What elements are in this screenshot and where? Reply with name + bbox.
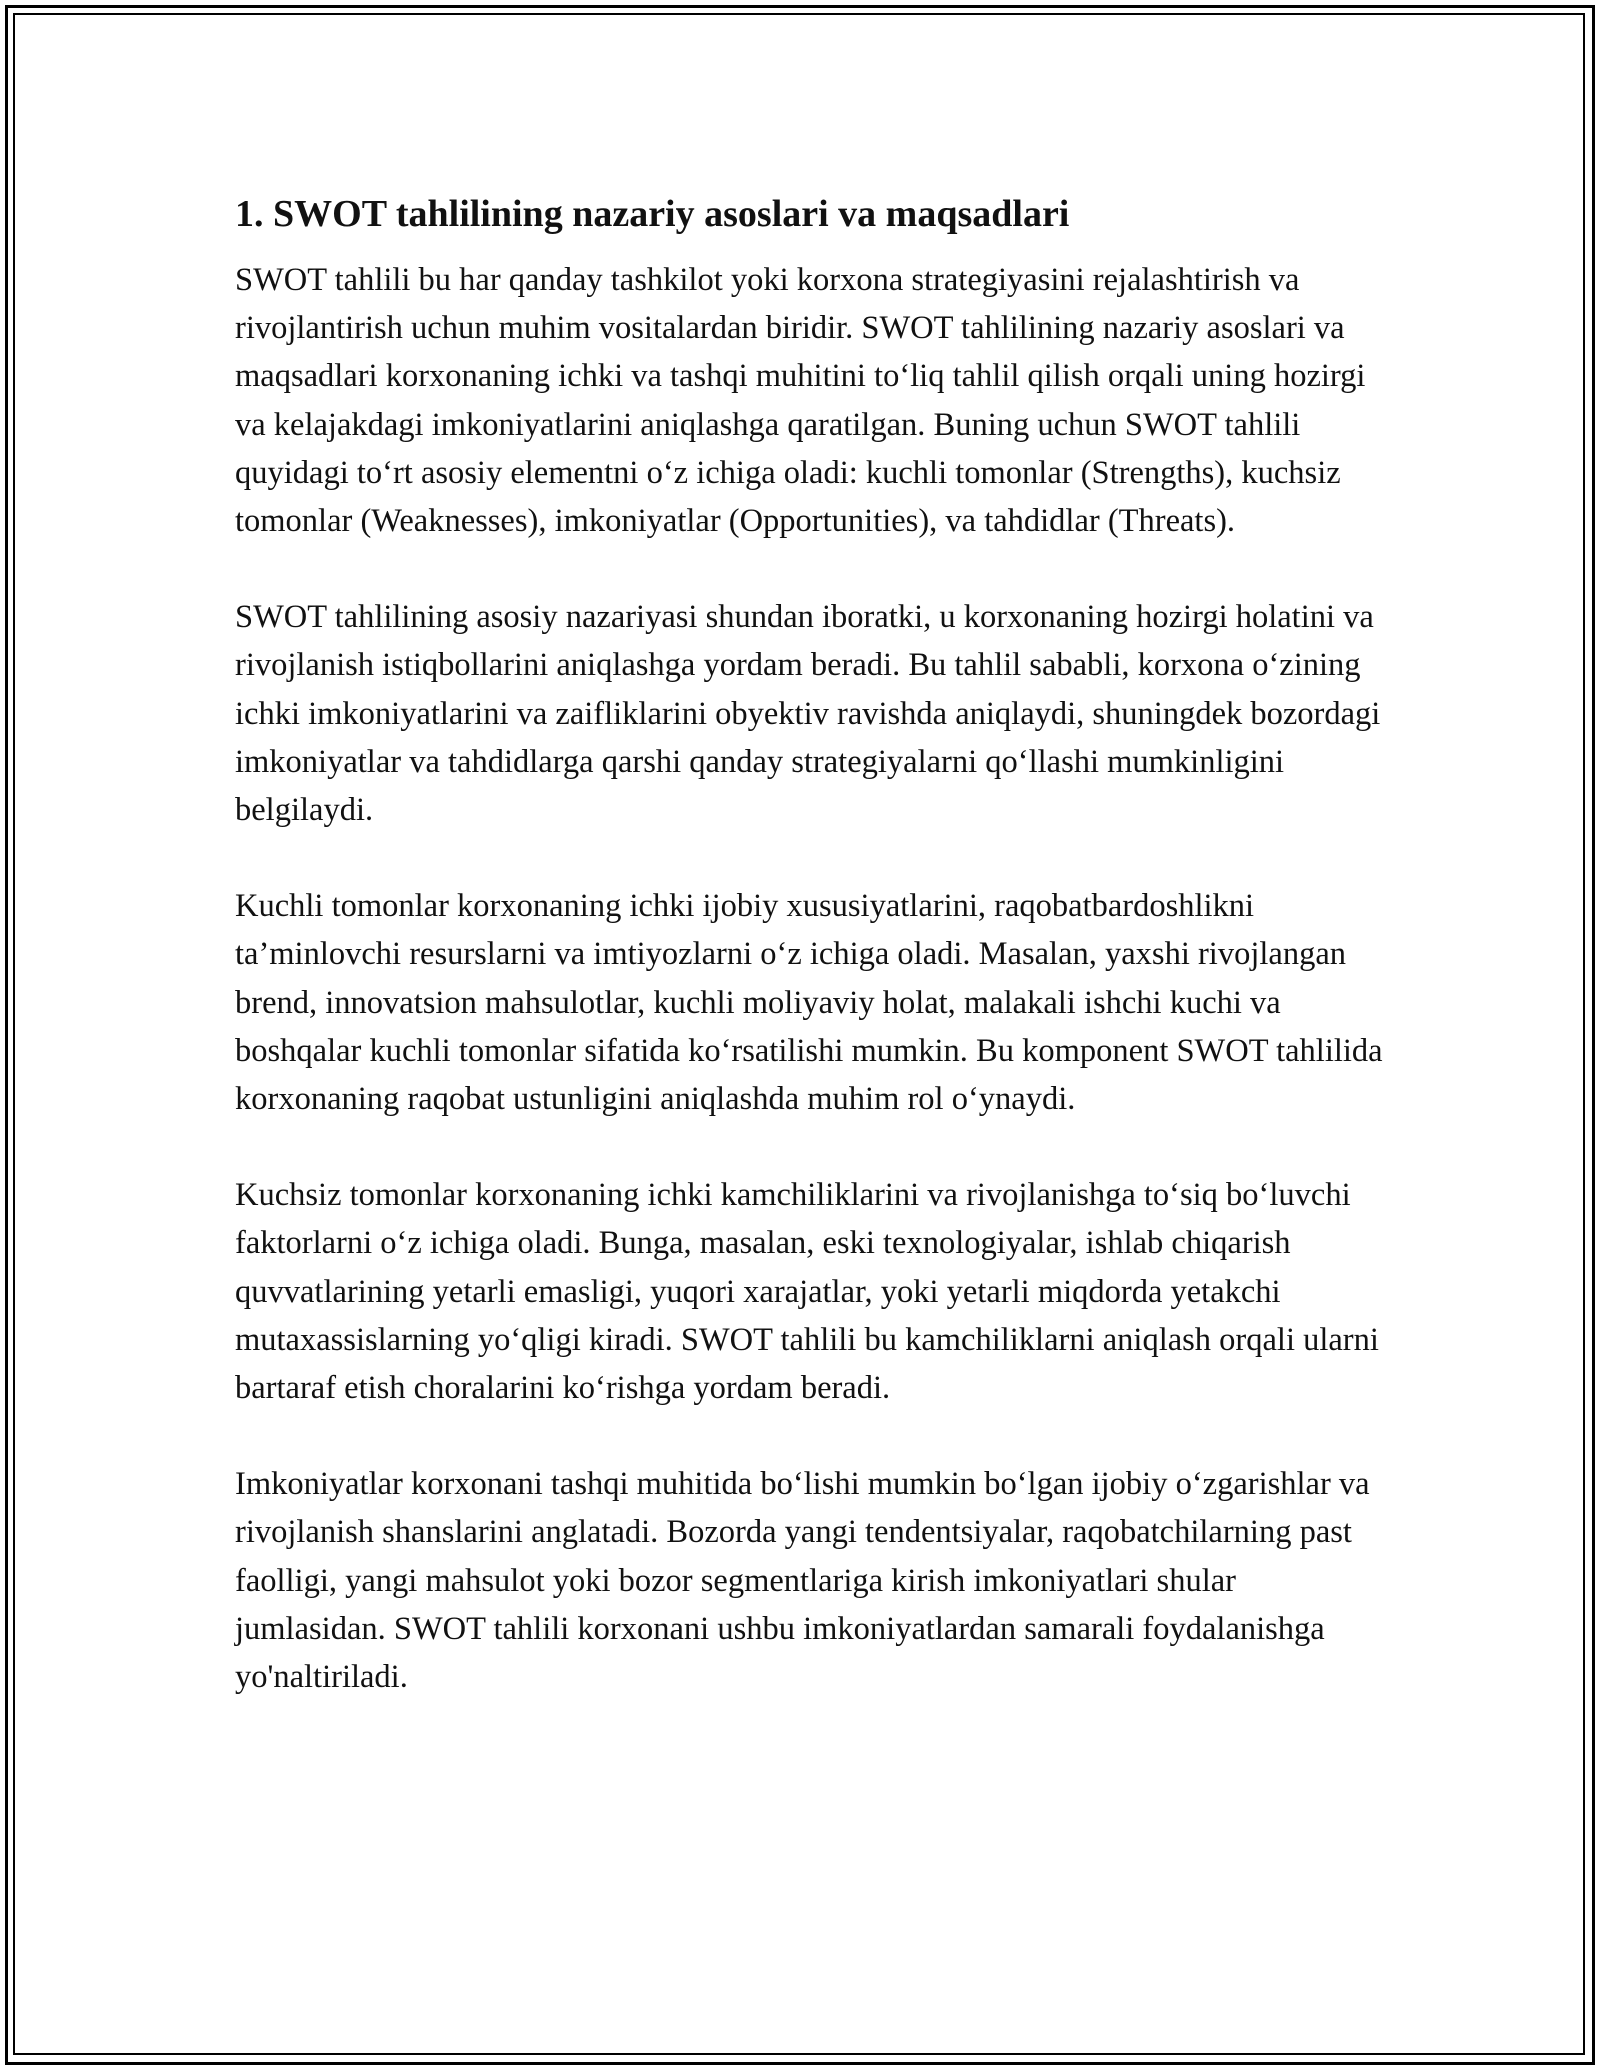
section-heading: 1. SWOT tahlilining nazariy asoslari va maqsadlari [235,193,1070,235]
paragraph-strengths: Kuchli tomonlar korxonaning ichki ijobiy xususiyatlarini, raqobatbardoshlikni ta’minlovchi resurslarni va imtiyozlarni o‘z ichiga oladi. Masalan, yaxshi rivojlangan brend, innovatsion mahsulotlar, kuchli moliyaviy holat, malakali ishchi kuchi va boshqalar kuchli tomonlar sifatida ko‘rsatilishi mumkin. Bu komponent SWOT tahlilida korxonaning raqobat ustunligini aniqlashda muhim rol o‘ynaydi. [235,888,1383,1118]
paragraph-theory: SWOT tahlilining asosiy nazariyasi shundan iboratki, u korxonaning hozirgi holatini va rivojlanish istiqbollarini aniqlashga yordam beradi. Bu tahlil sababli, korxona o‘zining ichki imkoniyatlarini va zaifliklarini obyektiv ravishda aniqlaydi, shuningdek bozordagi imkoniyatlar va tahdidlarga qarshi qanday strategiyalarni qo‘llashi mumkinligini belgilaydi. [235,599,1381,829]
paragraph-intro: SWOT tahlili bu har qanday tashkilot yoki korxona strategiyasini rejalashtirish va rivojlantirish uchun muhim vositalardan biridir. SWOT tahlilining nazariy asoslari va maqsadlari korxonaning ichki va tashqi muhitini to‘liq tahlil qilish orqali uning hozirgi va kelajakdagi imkoniyatlarini aniqlashga qaratilgan. Buning uchun SWOT tahlili quyidagi to‘rt asosiy elementni o‘z ichiga oladi: kuchli tomonlar (Strengths), kuchsiz tomonlar (Weaknesses), imkoniyatlar (Opportunities), va tahdidlar (Threats). [235,262,1366,540]
paragraph-opportunities: Imkoniyatlar korxonani tashqi muhitida bo‘lishi mumkin bo‘lgan ijobiy o‘zgarishlar va rivojlanish shanslarini anglatadi. Bozorda yangi tendentsiyalar, raqobatchilarning past faolligi, yangi mahsulot yoki bozor segmentlariga kirish imkoniyatlari shular jumlasidan. SWOT tahlili korxonani ushbu imkoniyatlardan samarali foydalanishga yo'naltiriladi. [235,1466,1370,1696]
document-body [235,186,1385,1749]
paragraph-weaknesses: Kuchsiz tomonlar korxonaning ichki kamchiliklarini va rivojlanishga to‘siq bo‘luvchi faktorlarni o‘z ichiga oladi. Bunga, masalan, eski texnologiyalar, ishlab chiqarish quvvatlarining yetarli emasligi, yuqori xarajatlar, yoki yetarli miqdorda yetakchi mutaxassislarning yo‘qligi kiradi. SWOT tahlili bu kamchiliklarni aniqlash orqali ularni bartaraf etish choralarini ko‘rishga yordam beradi. [235,1177,1379,1407]
